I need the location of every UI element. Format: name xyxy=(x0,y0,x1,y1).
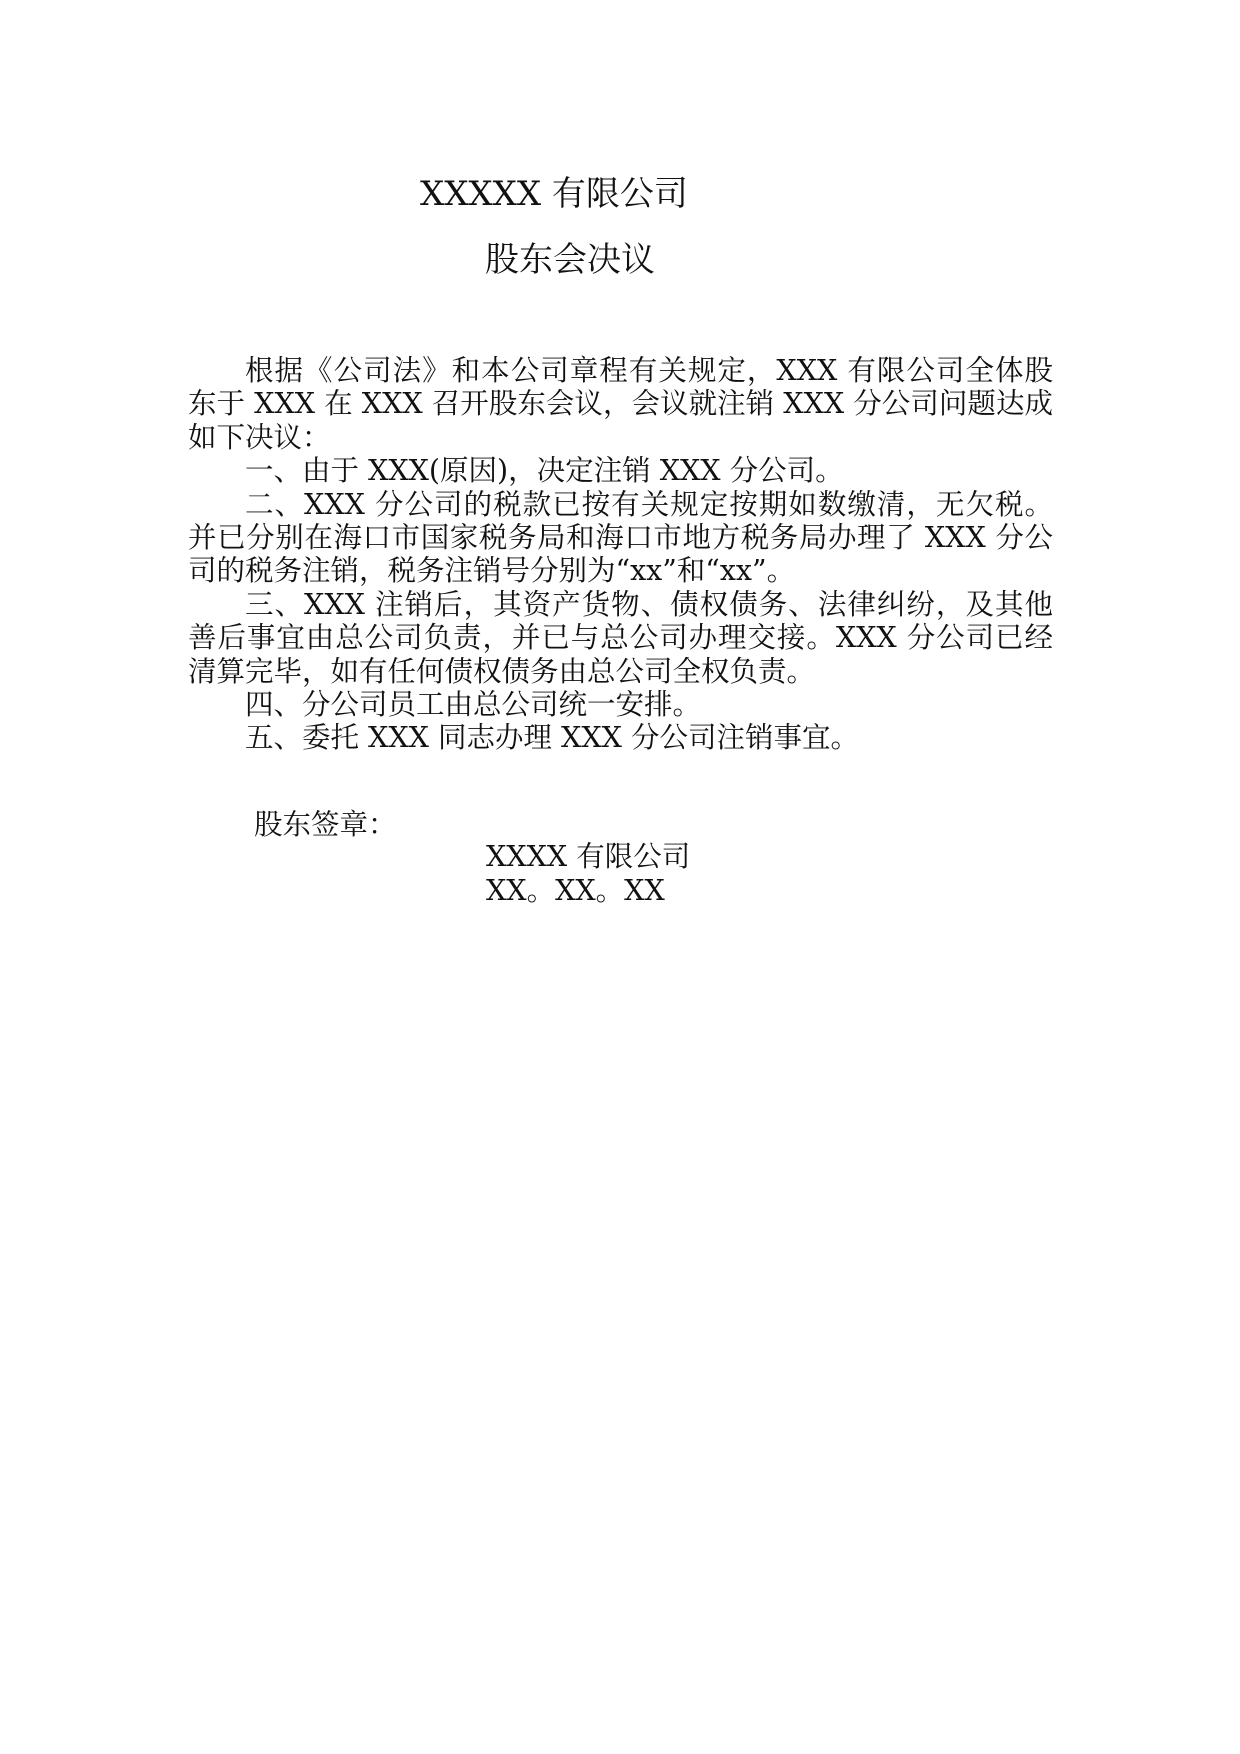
signature-company: XXXX 有限公司 xyxy=(486,840,691,873)
document-subtitle: 股东会决议 xyxy=(485,240,655,280)
resolution-item-4: 四、分公司员工由总公司统一安排。 xyxy=(245,688,702,722)
resolution-item-2: 二、XXX 分公司的税款已按有关规定按期如数缴清，无欠税。并已分别在海口市国家税务局和海口市地方税务局办理了 XXX 分公司的税务注销，税务注销号分别为“xx”和“xx”。 xyxy=(188,487,1053,588)
signature-date: XX。XX。XX xyxy=(486,874,665,907)
resolution-item-3: 三、XXX 注销后，其资产货物、债权债务、法律纠纷，及其他善后事宜由总公司负责，并已与总公司办理交接。XXX 分公司已经清算完毕，如有任何债权债务由总公司全权负责。 xyxy=(188,587,1053,688)
resolution-body xyxy=(188,354,1053,755)
resolution-item-1: 一、由于 XXX(原因)，决定注销 XXX 分公司。 xyxy=(245,454,844,488)
document-title: XXXXX 有限公司 xyxy=(420,174,688,214)
signature-label: 股东签章： xyxy=(254,808,397,841)
resolution-item-5: 五、委托 XXX 同志办理 XXX 分公司注销事宜。 xyxy=(245,721,859,755)
intro-paragraph: 根据《公司法》和本公司章程有关规定，XXX 有限公司全体股东于 XXX 在 XXX 召开股东会议，会议就注销 XXX 分公司问题达成如下决议： xyxy=(188,354,1053,454)
